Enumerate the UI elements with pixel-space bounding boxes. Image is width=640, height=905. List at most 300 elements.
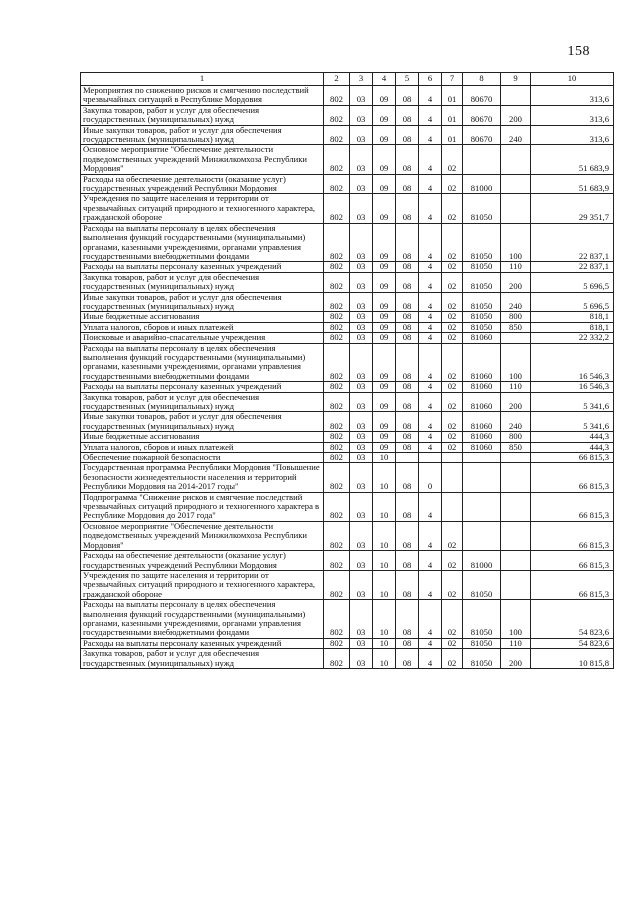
row-name-cell: Государственная программа Республики Мордовия "Повышение безопасности жизнедеятельности населения и территорий Республики Мордовия на 2014-2017 годы" <box>81 463 324 492</box>
row-name-cell: Иные закупки товаров, работ и услуг для обеспечения государственных (муниципальных) нужд <box>81 412 324 432</box>
expense-type-cell: 110 <box>501 382 531 392</box>
direction-code-cell: 81050 <box>463 262 501 272</box>
direction-code-cell: 81000 <box>463 551 501 571</box>
ministry-code-cell: 802 <box>324 453 350 463</box>
subsection-code-cell: 10 <box>373 463 396 492</box>
subprogram-code-cell: 4 <box>419 145 442 174</box>
activity-code-cell: 02 <box>442 442 463 452</box>
direction-code-cell: 80670 <box>463 125 501 145</box>
direction-code-cell <box>463 463 501 492</box>
subprogram-code-cell: 4 <box>419 551 442 571</box>
row-name-cell: Расходы на выплаты персоналу казенных учреждений <box>81 382 324 392</box>
activity-code-cell: 01 <box>442 125 463 145</box>
amount-cell: 22 837,1 <box>531 223 614 262</box>
activity-code-cell: 02 <box>442 521 463 550</box>
amount-cell: 54 823,6 <box>531 638 614 648</box>
direction-code-cell <box>463 492 501 521</box>
subsection-code-cell: 09 <box>373 442 396 452</box>
subsection-code-cell: 09 <box>373 432 396 442</box>
table-row <box>81 442 614 452</box>
amount-cell: 818,1 <box>531 312 614 322</box>
program-code-cell: 08 <box>396 382 419 392</box>
ministry-code-cell: 802 <box>324 442 350 452</box>
ministry-code-cell: 802 <box>324 174 350 194</box>
expense-type-cell: 800 <box>501 312 531 322</box>
amount-cell: 22 332,2 <box>531 333 614 343</box>
subsection-code-cell: 10 <box>373 600 396 639</box>
row-name-cell: Расходы на обеспечение деятельности (оказание услуг) государственных учреждений Республики Мордовия <box>81 174 324 194</box>
direction-code-cell: 81060 <box>463 343 501 382</box>
section-code-cell: 03 <box>350 432 373 442</box>
direction-code-cell: 81050 <box>463 292 501 312</box>
table-row <box>81 125 614 145</box>
table-row <box>81 145 614 174</box>
subsection-code-cell: 09 <box>373 86 396 106</box>
activity-code-cell: 01 <box>442 105 463 125</box>
ministry-code-cell: 802 <box>324 463 350 492</box>
row-name-cell: Уплата налогов, сборов и иных платежей <box>81 442 324 452</box>
subsection-code-cell: 10 <box>373 638 396 648</box>
activity-code-cell: 02 <box>442 382 463 392</box>
subsection-code-cell: 09 <box>373 343 396 382</box>
subsection-code-cell: 10 <box>373 570 396 599</box>
expense-type-cell: 200 <box>501 105 531 125</box>
direction-code-cell: 80670 <box>463 105 501 125</box>
activity-code-cell: 02 <box>442 194 463 223</box>
subprogram-code-cell: 4 <box>419 272 442 292</box>
ministry-code-cell: 802 <box>324 343 350 382</box>
subprogram-code-cell: 4 <box>419 382 442 392</box>
expense-type-cell <box>501 174 531 194</box>
ministry-code-cell: 802 <box>324 600 350 639</box>
amount-cell: 5 341,6 <box>531 412 614 432</box>
row-name-cell: Расходы на выплаты персоналу в целях обеспечения выполнения функций государственными (муниципальными) органами, казенными учреждениями, органами управления государственными внебюджетными фондами <box>81 600 324 639</box>
expense-type-cell: 240 <box>501 412 531 432</box>
column-header: 1 <box>81 73 324 86</box>
column-header: 2 <box>324 73 350 86</box>
direction-code-cell: 81060 <box>463 442 501 452</box>
section-code-cell: 03 <box>350 322 373 332</box>
ministry-code-cell: 802 <box>324 412 350 432</box>
amount-cell: 5 696,5 <box>531 272 614 292</box>
table-row <box>81 86 614 106</box>
section-code-cell: 03 <box>350 521 373 550</box>
activity-code-cell: 02 <box>442 343 463 382</box>
activity-code-cell: 02 <box>442 262 463 272</box>
subsection-code-cell: 09 <box>373 333 396 343</box>
table-row <box>81 105 614 125</box>
ministry-code-cell: 802 <box>324 392 350 412</box>
amount-cell: 51 683,9 <box>531 145 614 174</box>
expense-type-cell <box>501 145 531 174</box>
activity-code-cell: 02 <box>442 551 463 571</box>
amount-cell: 29 351,7 <box>531 194 614 223</box>
expense-type-cell <box>501 521 531 550</box>
ministry-code-cell: 802 <box>324 86 350 106</box>
table-row <box>81 453 614 463</box>
subprogram-code-cell: 4 <box>419 412 442 432</box>
expense-type-cell: 850 <box>501 322 531 332</box>
section-code-cell: 03 <box>350 272 373 292</box>
subprogram-code-cell: 4 <box>419 105 442 125</box>
amount-cell: 818,1 <box>531 322 614 332</box>
subprogram-code-cell: 4 <box>419 312 442 322</box>
row-name-cell: Расходы на обеспечение деятельности (оказание услуг) государственных учреждений Республики Мордовия <box>81 551 324 571</box>
direction-code-cell <box>463 145 501 174</box>
section-code-cell: 03 <box>350 105 373 125</box>
section-code-cell: 03 <box>350 463 373 492</box>
program-code-cell: 08 <box>396 463 419 492</box>
activity-code-cell: 02 <box>442 312 463 322</box>
direction-code-cell: 81050 <box>463 649 501 669</box>
subsection-code-cell: 09 <box>373 382 396 392</box>
program-code-cell: 08 <box>396 600 419 639</box>
budget-table <box>80 72 614 669</box>
expense-type-cell <box>501 86 531 106</box>
activity-code-cell: 02 <box>442 392 463 412</box>
subsection-code-cell: 09 <box>373 262 396 272</box>
expense-type-cell: 200 <box>501 272 531 292</box>
row-name-cell: Закупка товаров, работ и услуг для обеспечения государственных (муниципальных) нужд <box>81 392 324 412</box>
subsection-code-cell: 09 <box>373 145 396 174</box>
row-name-cell: Иные бюджетные ассигнования <box>81 312 324 322</box>
section-code-cell: 03 <box>350 638 373 648</box>
subsection-code-cell: 10 <box>373 649 396 669</box>
table-row <box>81 194 614 223</box>
row-name-cell: Поисковые и аварийно-спасательные учреждения <box>81 333 324 343</box>
amount-cell: 66 815,3 <box>531 521 614 550</box>
section-code-cell: 03 <box>350 86 373 106</box>
subprogram-code-cell: 4 <box>419 194 442 223</box>
table-row <box>81 223 614 262</box>
ministry-code-cell: 802 <box>324 194 350 223</box>
expense-type-cell <box>501 570 531 599</box>
subsection-code-cell: 09 <box>373 412 396 432</box>
expense-type-cell <box>501 551 531 571</box>
subsection-code-cell: 09 <box>373 105 396 125</box>
ministry-code-cell: 802 <box>324 312 350 322</box>
activity-code-cell: 02 <box>442 174 463 194</box>
subsection-code-cell: 09 <box>373 272 396 292</box>
amount-cell: 22 837,1 <box>531 262 614 272</box>
column-header: 7 <box>442 73 463 86</box>
program-code-cell: 08 <box>396 125 419 145</box>
expense-type-cell: 100 <box>501 223 531 262</box>
table-row <box>81 174 614 194</box>
column-header: 3 <box>350 73 373 86</box>
subsection-code-cell: 10 <box>373 492 396 521</box>
section-code-cell: 03 <box>350 292 373 312</box>
direction-code-cell <box>463 453 501 463</box>
row-name-cell: Уплата налогов, сборов и иных платежей <box>81 322 324 332</box>
table-row <box>81 432 614 442</box>
subprogram-code-cell: 4 <box>419 343 442 382</box>
program-code-cell: 08 <box>396 86 419 106</box>
row-name-cell: Основное мероприятие "Обеспечение деятельности подведомственных учреждений Минжилкомхоза Республики Мордовия" <box>81 521 324 550</box>
direction-code-cell: 81060 <box>463 412 501 432</box>
table-row <box>81 333 614 343</box>
ministry-code-cell: 802 <box>324 638 350 648</box>
program-code-cell <box>396 453 419 463</box>
direction-code-cell: 81050 <box>463 194 501 223</box>
amount-cell: 66 815,3 <box>531 492 614 521</box>
program-code-cell: 08 <box>396 105 419 125</box>
program-code-cell: 08 <box>396 551 419 571</box>
expense-type-cell <box>501 492 531 521</box>
amount-cell: 10 815,8 <box>531 649 614 669</box>
activity-code-cell: 02 <box>442 292 463 312</box>
subsection-code-cell: 10 <box>373 453 396 463</box>
expense-type-cell: 100 <box>501 600 531 639</box>
ministry-code-cell: 802 <box>324 521 350 550</box>
row-name-cell: Иные закупки товаров, работ и услуг для обеспечения государственных (муниципальных) нужд <box>81 125 324 145</box>
amount-cell: 66 815,3 <box>531 453 614 463</box>
activity-code-cell <box>442 492 463 521</box>
column-header: 4 <box>373 73 396 86</box>
ministry-code-cell: 802 <box>324 551 350 571</box>
table-row <box>81 551 614 571</box>
expense-type-cell: 240 <box>501 125 531 145</box>
program-code-cell: 08 <box>396 649 419 669</box>
subprogram-code-cell: 4 <box>419 570 442 599</box>
activity-code-cell: 01 <box>442 86 463 106</box>
ministry-code-cell: 802 <box>324 322 350 332</box>
ministry-code-cell: 802 <box>324 125 350 145</box>
column-header: 9 <box>501 73 531 86</box>
section-code-cell: 03 <box>350 453 373 463</box>
expense-type-cell: 100 <box>501 343 531 382</box>
direction-code-cell <box>463 521 501 550</box>
activity-code-cell: 02 <box>442 649 463 669</box>
subprogram-code-cell: 4 <box>419 223 442 262</box>
column-header: 8 <box>463 73 501 86</box>
direction-code-cell: 81050 <box>463 638 501 648</box>
activity-code-cell: 02 <box>442 322 463 332</box>
direction-code-cell: 81060 <box>463 432 501 442</box>
expense-type-cell: 800 <box>501 432 531 442</box>
program-code-cell: 08 <box>396 442 419 452</box>
section-code-cell: 03 <box>350 125 373 145</box>
subsection-code-cell: 09 <box>373 194 396 223</box>
subsection-code-cell: 09 <box>373 125 396 145</box>
section-code-cell: 03 <box>350 174 373 194</box>
amount-cell: 313,6 <box>531 105 614 125</box>
section-code-cell: 03 <box>350 442 373 452</box>
subprogram-code-cell: 4 <box>419 292 442 312</box>
subsection-code-cell: 09 <box>373 322 396 332</box>
table-row <box>81 412 614 432</box>
activity-code-cell <box>442 463 463 492</box>
table-row <box>81 492 614 521</box>
row-name-cell: Обеспечение пожарной безопасности <box>81 453 324 463</box>
ministry-code-cell: 802 <box>324 333 350 343</box>
row-name-cell: Закупка товаров, работ и услуг для обеспечения государственных (муниципальных) нужд <box>81 272 324 292</box>
expense-type-cell <box>501 463 531 492</box>
table-row <box>81 292 614 312</box>
subprogram-code-cell: 4 <box>419 333 442 343</box>
amount-cell: 54 823,6 <box>531 600 614 639</box>
direction-code-cell: 81050 <box>463 600 501 639</box>
subprogram-code-cell: 4 <box>419 86 442 106</box>
subsection-code-cell: 09 <box>373 392 396 412</box>
row-name-cell: Расходы на выплаты персоналу казенных учреждений <box>81 262 324 272</box>
expense-type-cell <box>501 194 531 223</box>
program-code-cell: 08 <box>396 272 419 292</box>
activity-code-cell: 02 <box>442 272 463 292</box>
subprogram-code-cell: 4 <box>419 649 442 669</box>
row-name-cell: Подпрограмма "Снижение рисков и смягчение последствий чрезвычайных ситуаций природного и техногенного характера в Республике Мордовия до 2017 года" <box>81 492 324 521</box>
row-name-cell: Расходы на выплаты персоналу в целях обеспечения выполнения функций государственными (муниципальными) органами, казенными учреждениями, органами управления государственными внебюджетными фондами <box>81 223 324 262</box>
table-row <box>81 322 614 332</box>
amount-cell: 313,6 <box>531 86 614 106</box>
ministry-code-cell: 802 <box>324 649 350 669</box>
amount-cell: 313,6 <box>531 125 614 145</box>
row-name-cell: Закупка товаров, работ и услуг для обеспечения государственных (муниципальных) нужд <box>81 649 324 669</box>
ministry-code-cell: 802 <box>324 492 350 521</box>
row-name-cell: Расходы на выплаты персоналу казенных учреждений <box>81 638 324 648</box>
section-code-cell: 03 <box>350 551 373 571</box>
direction-code-cell: 81060 <box>463 333 501 343</box>
subsection-code-cell: 09 <box>373 312 396 322</box>
amount-cell: 444,3 <box>531 432 614 442</box>
amount-cell: 66 815,3 <box>531 463 614 492</box>
program-code-cell: 08 <box>396 174 419 194</box>
direction-code-cell: 81050 <box>463 322 501 332</box>
table-row <box>81 649 614 669</box>
program-code-cell: 08 <box>396 312 419 322</box>
subprogram-code-cell: 4 <box>419 262 442 272</box>
subsection-code-cell: 10 <box>373 551 396 571</box>
section-code-cell: 03 <box>350 412 373 432</box>
table-row <box>81 382 614 392</box>
table-row <box>81 521 614 550</box>
activity-code-cell: 02 <box>442 432 463 442</box>
section-code-cell: 03 <box>350 145 373 174</box>
ministry-code-cell: 802 <box>324 145 350 174</box>
ministry-code-cell: 802 <box>324 432 350 442</box>
program-code-cell: 08 <box>396 292 419 312</box>
direction-code-cell: 80670 <box>463 86 501 106</box>
section-code-cell: 03 <box>350 333 373 343</box>
program-code-cell: 08 <box>396 322 419 332</box>
row-name-cell: Расходы на выплаты персоналу в целях обеспечения выполнения функций государственными (муниципальными) органами, казенными учреждениями, органами управления государственными внебюджетными фондами <box>81 343 324 382</box>
subprogram-code-cell: 4 <box>419 125 442 145</box>
row-name-cell: Мероприятия по снижению рисков и смягчению последствий чрезвычайных ситуаций в Республике Мордовия <box>81 86 324 106</box>
amount-cell: 16 546,3 <box>531 382 614 392</box>
expense-type-cell: 240 <box>501 292 531 312</box>
ministry-code-cell: 802 <box>324 262 350 272</box>
program-code-cell: 08 <box>396 343 419 382</box>
subprogram-code-cell: 4 <box>419 174 442 194</box>
direction-code-cell: 81050 <box>463 223 501 262</box>
direction-code-cell: 81060 <box>463 392 501 412</box>
direction-code-cell: 81050 <box>463 312 501 322</box>
column-header: 5 <box>396 73 419 86</box>
program-code-cell: 08 <box>396 223 419 262</box>
program-code-cell: 08 <box>396 333 419 343</box>
section-code-cell: 03 <box>350 194 373 223</box>
direction-code-cell: 81060 <box>463 382 501 392</box>
subprogram-code-cell: 4 <box>419 600 442 639</box>
subprogram-code-cell: 4 <box>419 638 442 648</box>
table-row <box>81 600 614 639</box>
amount-cell: 5 696,5 <box>531 292 614 312</box>
program-code-cell: 08 <box>396 432 419 442</box>
amount-cell: 16 546,3 <box>531 343 614 382</box>
expense-type-cell: 110 <box>501 262 531 272</box>
amount-cell: 5 341,6 <box>531 392 614 412</box>
activity-code-cell: 02 <box>442 333 463 343</box>
table-row <box>81 638 614 648</box>
table-row <box>81 463 614 492</box>
table-row <box>81 570 614 599</box>
activity-code-cell: 02 <box>442 145 463 174</box>
row-name-cell: Основное мероприятие "Обеспечение деятельности подведомственных учреждений Минжилкомхоза Республики Мордовия" <box>81 145 324 174</box>
activity-code-cell: 02 <box>442 600 463 639</box>
program-code-cell: 08 <box>396 262 419 272</box>
expense-type-cell <box>501 453 531 463</box>
activity-code-cell <box>442 453 463 463</box>
section-code-cell: 03 <box>350 570 373 599</box>
direction-code-cell: 81050 <box>463 272 501 292</box>
activity-code-cell: 02 <box>442 412 463 432</box>
expense-type-cell: 200 <box>501 392 531 412</box>
table-row <box>81 312 614 322</box>
ministry-code-cell: 802 <box>324 570 350 599</box>
amount-cell: 66 815,3 <box>531 551 614 571</box>
section-code-cell: 03 <box>350 649 373 669</box>
expense-type-cell: 850 <box>501 442 531 452</box>
subprogram-code-cell: 4 <box>419 432 442 442</box>
subsection-code-cell: 10 <box>373 521 396 550</box>
section-code-cell: 03 <box>350 312 373 322</box>
page-number: 158 <box>567 44 590 59</box>
table-header-row <box>81 73 614 86</box>
activity-code-cell: 02 <box>442 223 463 262</box>
subprogram-code-cell: 4 <box>419 392 442 412</box>
ministry-code-cell: 802 <box>324 223 350 262</box>
subprogram-code-cell <box>419 453 442 463</box>
row-name-cell: Закупка товаров, работ и услуг для обеспечения государственных (муниципальных) нужд <box>81 105 324 125</box>
section-code-cell: 03 <box>350 382 373 392</box>
ministry-code-cell: 802 <box>324 272 350 292</box>
row-name-cell: Иные бюджетные ассигнования <box>81 432 324 442</box>
amount-cell: 444,3 <box>531 442 614 452</box>
table-row <box>81 262 614 272</box>
direction-code-cell: 81000 <box>463 174 501 194</box>
program-code-cell: 08 <box>396 194 419 223</box>
program-code-cell: 08 <box>396 492 419 521</box>
program-code-cell: 08 <box>396 570 419 599</box>
subprogram-code-cell: 0 <box>419 463 442 492</box>
activity-code-cell: 02 <box>442 638 463 648</box>
subsection-code-cell: 09 <box>373 223 396 262</box>
ministry-code-cell: 802 <box>324 382 350 392</box>
program-code-cell: 08 <box>396 412 419 432</box>
ministry-code-cell: 802 <box>324 105 350 125</box>
section-code-cell: 03 <box>350 392 373 412</box>
activity-code-cell: 02 <box>442 570 463 599</box>
ministry-code-cell: 802 <box>324 292 350 312</box>
table-row <box>81 272 614 292</box>
direction-code-cell: 81050 <box>463 570 501 599</box>
section-code-cell: 03 <box>350 343 373 382</box>
subprogram-code-cell: 4 <box>419 442 442 452</box>
subsection-code-cell: 09 <box>373 292 396 312</box>
column-header: 6 <box>419 73 442 86</box>
amount-cell: 66 815,3 <box>531 570 614 599</box>
row-name-cell: Учреждения по защите населения и территории от чрезвычайных ситуаций природного и техногенного характера, гражданской обороне <box>81 194 324 223</box>
